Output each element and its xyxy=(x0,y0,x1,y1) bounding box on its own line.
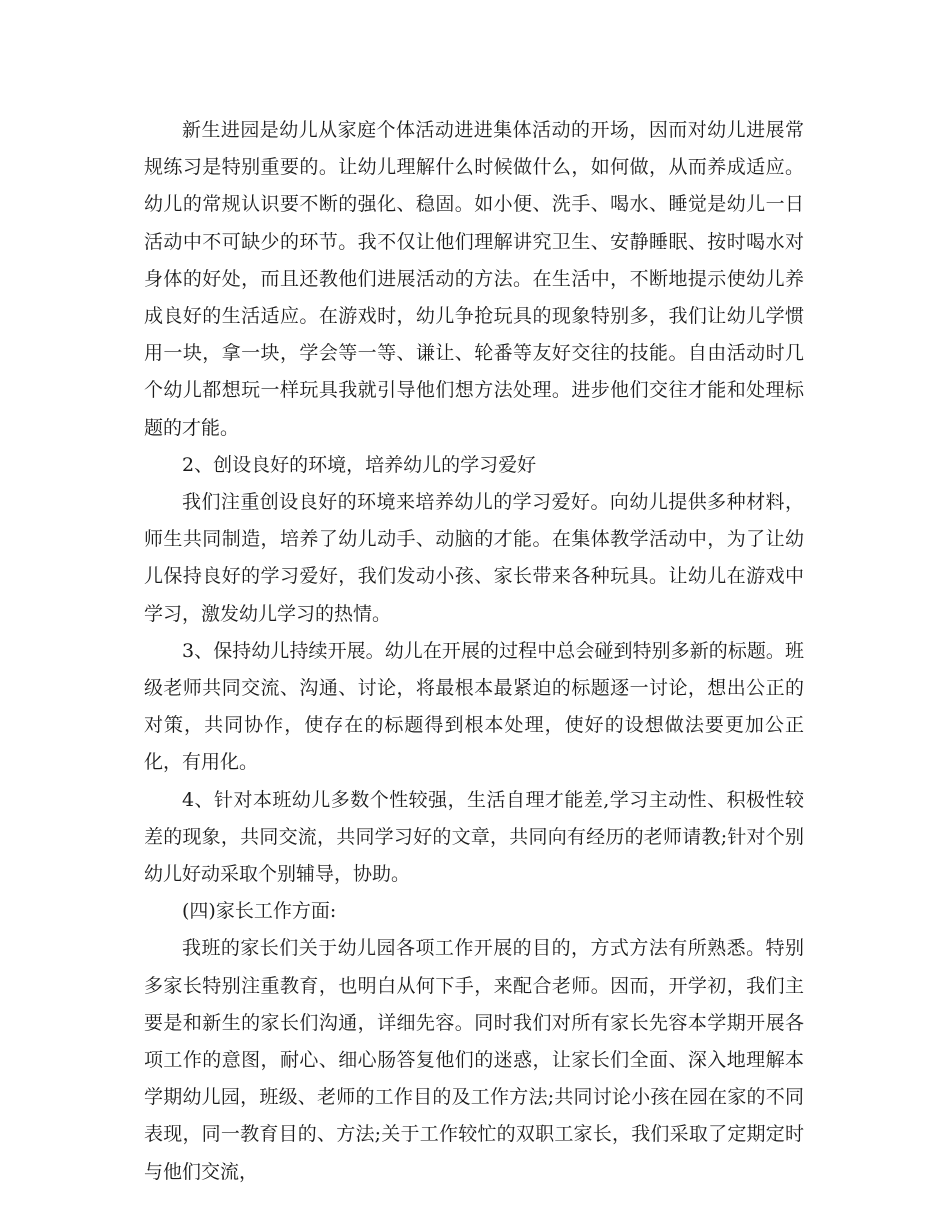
heading-learning-environment: 2、创设良好的环境，培养幼儿的学习爱好 xyxy=(182,453,537,476)
paragraph-learning-interest: 我们注重创设良好的环境来培养幼儿的学习爱好。向幼儿提供多种材料，师生共同制造，培养了幼儿动手、动脑的才能。在集体教学活动中，为了让幼儿保持良好的学习爱好，我们发动小孩、家长带来各种玩具。让幼儿在游戏中学习，激发幼儿学习的热情。 xyxy=(144,491,804,625)
heading-parent-work: (四)家长工作方面: xyxy=(182,900,337,923)
document-body xyxy=(144,112,804,1191)
paragraph-individual-guidance: 4、针对本班幼儿多数个性较强，生活自理才能差,学习主动性、积极性较差的现象，共同交流，共同学习好的文章，共同向有经历的老师请教;针对个别幼儿好动采取个别辅导，协助。 xyxy=(144,788,804,886)
paragraph-continuous-development: 3、保持幼儿持续开展。幼儿在开展的过程中总会碰到特别多新的标题。班级老师共同交流、沟通、讨论，将最根本最紧迫的标题逐一讨论，想出公正的对策，共同协作，使存在的标题得到根本处理，使好的设想做法要更加公正化，有用化。 xyxy=(144,639,804,774)
paragraph-routine-training: 新生进园是幼儿从家庭个体活动进进集体活动的开场，因而对幼儿进展常规练习是特别重要的。让幼儿理解什么时候做什么，如何做，从而养成适应。幼儿的常规认识要不断的强化、稳固。如小便、洗手、喝水、睡觉是幼儿一日活动中不可缺少的环节。我不仅让他们理解讲究卫生、安静睡眠、按时喝水对身体的好处，而且还教他们进展活动的方法。在生活中，不断地提示使幼儿养成良好的生活适应。在游戏时，幼儿争抢玩具的现象特别多，我们让幼儿学惯用一块，拿一块，学会等一等、谦让、轮番等友好交往的技能。自由活动时几个幼儿都想玩一样玩具我就引导他们想方法处理。进步他们交往才能和处理标题的才能。 xyxy=(144,119,804,439)
paragraph-parent-communication: 我班的家长们关于幼儿园各项工作开展的目的，方式方法有所熟悉。特别多家长特别注重教育，也明白从何下手，来配合老师。因而，开学初，我们主要是和新生的家长们沟通，详细先容。同时我们对所有家长先容本学期开展各项工作的意图，耐心、细心肠答复他们的迷惑，让家长们全面、深入地理解本学期幼儿园，班级、老师的工作目的及工作方法;共同讨论小孩在园在家的不同表现，同一教育目的、方法;关于工作较忙的双职工家长，我们采取了定期定时与他们交流， xyxy=(144,937,804,1183)
